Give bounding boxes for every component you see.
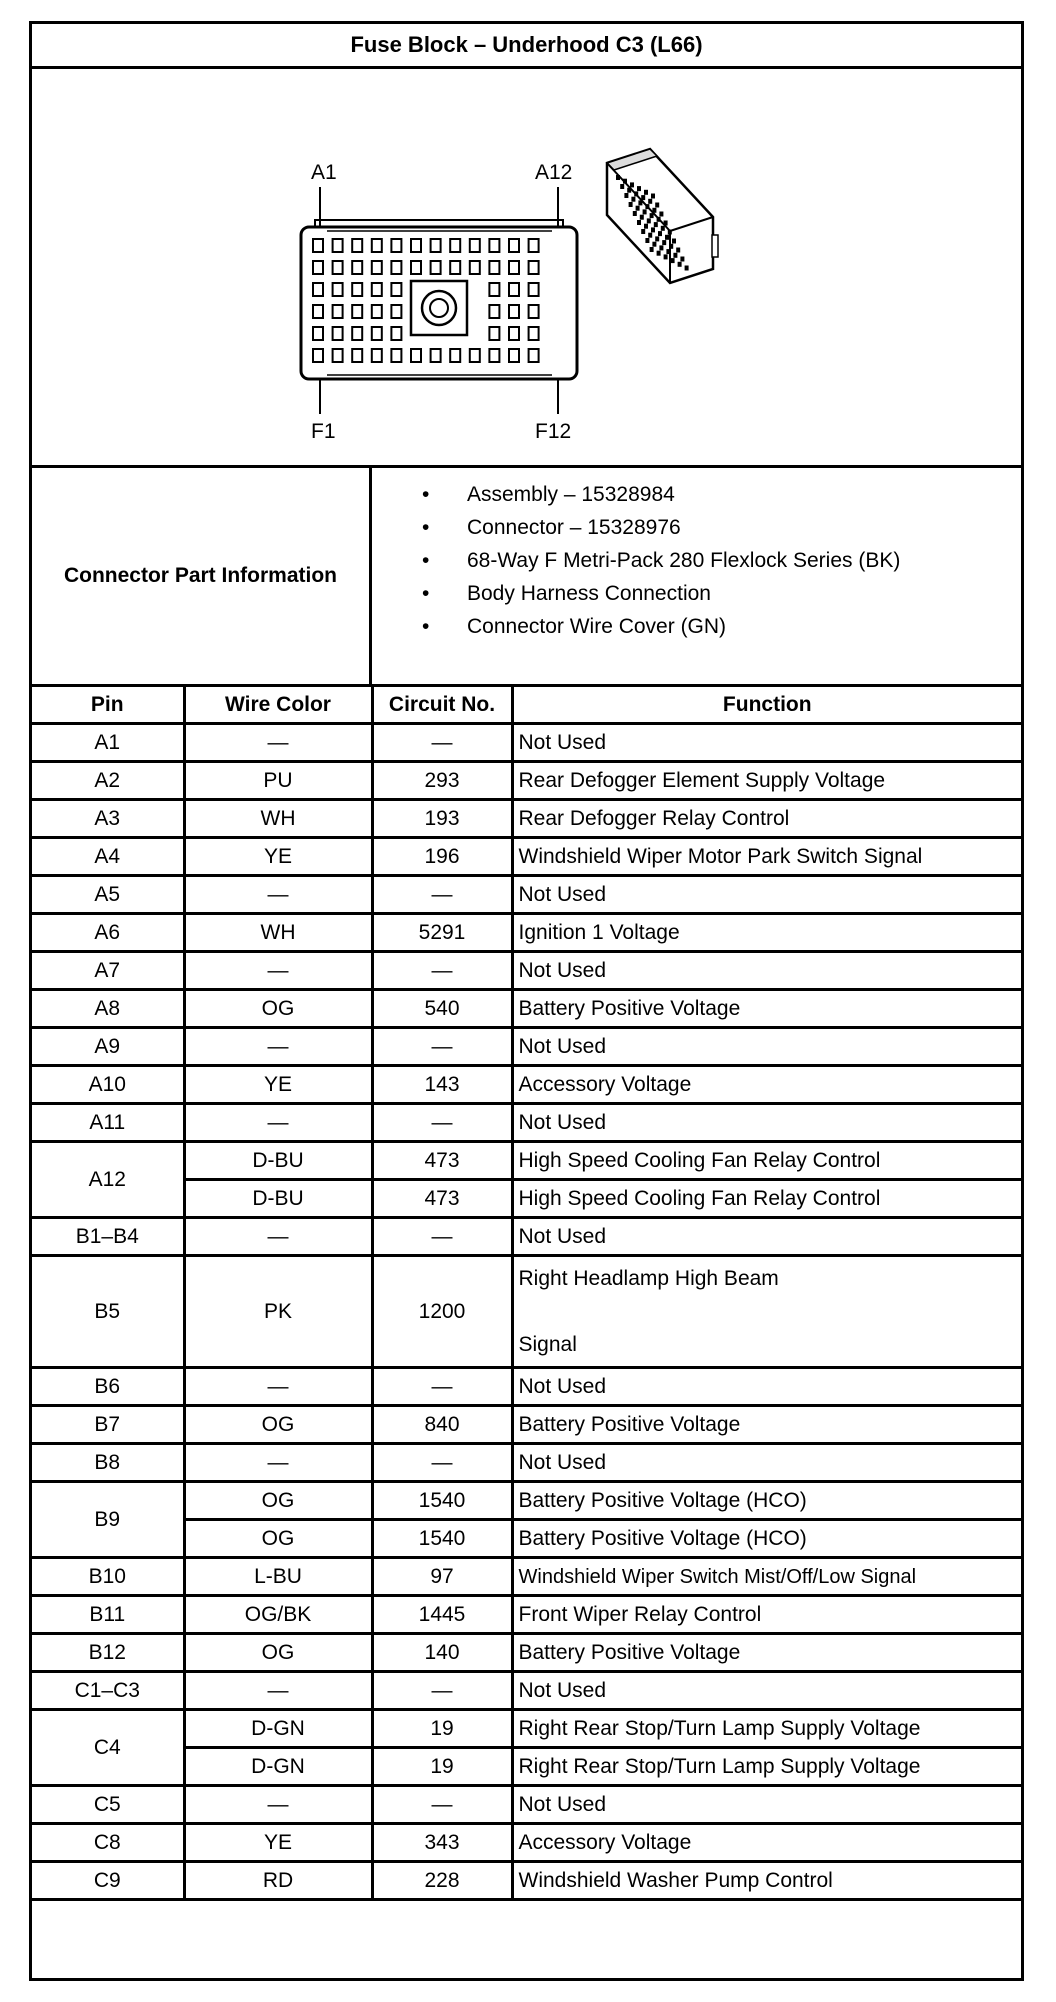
circuit-cell: —	[372, 1368, 512, 1406]
iso-cavity	[672, 239, 676, 244]
wire-color-cell: —	[184, 1218, 372, 1256]
terminal-cavity	[391, 327, 401, 340]
iso-cavity	[678, 262, 682, 267]
function-cell: Windshield Washer Pump Control	[512, 1862, 1021, 1900]
terminal-cavity	[391, 305, 401, 318]
wire-color-cell: —	[184, 1104, 372, 1142]
wire-color-cell: D-BU	[184, 1142, 372, 1180]
wire-color-cell: D-GN	[184, 1710, 372, 1748]
circuit-cell: 1445	[372, 1596, 512, 1634]
part-info-wire-cover: • Connector Wire Cover (GN)	[372, 610, 1021, 643]
wire-color-cell: YE	[184, 838, 372, 876]
function-cell: Not Used	[512, 1368, 1021, 1406]
terminal-cavity	[352, 349, 362, 362]
table-row	[32, 1710, 1021, 1748]
circuit-cell: 228	[372, 1862, 512, 1900]
iso-cavity	[623, 179, 627, 184]
pin-cell: B10	[32, 1558, 184, 1596]
header-wire-color: Wire Color	[184, 687, 372, 724]
iso-cavity	[644, 224, 648, 229]
iso-cavity	[629, 202, 633, 207]
iso-cavity	[616, 175, 620, 180]
pin-cell: B1–B4	[32, 1218, 184, 1256]
function-cell: Battery Positive Voltage	[512, 1406, 1021, 1444]
function-cell: Accessory Voltage	[512, 1066, 1021, 1104]
terminal-cavity	[313, 349, 323, 362]
terminal-cavity	[431, 239, 441, 252]
iso-cavity	[620, 184, 624, 189]
terminal-cavity	[372, 283, 382, 296]
pinout-table	[32, 687, 1021, 1901]
wire-color-cell: YE	[184, 1066, 372, 1104]
terminal-cavity	[352, 283, 362, 296]
function-cell: Not Used	[512, 952, 1021, 990]
terminal-cavity	[372, 261, 382, 274]
terminal-cavity	[313, 327, 323, 340]
header-pin: Pin	[32, 687, 184, 724]
wire-color-cell: D-GN	[184, 1748, 372, 1786]
table-row	[32, 1672, 1021, 1710]
terminal-cavity	[352, 261, 362, 274]
circuit-cell: 19	[372, 1748, 512, 1786]
function-cell: Accessory Voltage	[512, 1824, 1021, 1862]
terminal-cavity	[529, 239, 539, 252]
iso-cavity	[636, 206, 640, 211]
terminal-cavity	[352, 327, 362, 340]
iso-cavity	[665, 235, 669, 240]
terminal-cavity	[470, 239, 480, 252]
iso-cavity	[664, 254, 668, 259]
pin-cell: A4	[32, 838, 184, 876]
terminal-cavity	[529, 305, 539, 318]
function-cell: Not Used	[512, 1672, 1021, 1710]
iso-cavity	[657, 217, 661, 222]
function-cell: Right Rear Stop/Turn Lamp Supply Voltage	[512, 1748, 1021, 1786]
circuit-cell: —	[372, 1786, 512, 1824]
table-row	[32, 1596, 1021, 1634]
iso-cavity	[652, 242, 656, 247]
terminal-cavity	[431, 261, 441, 274]
circuit-cell: 840	[372, 1406, 512, 1444]
iso-cavity	[633, 211, 637, 216]
circuit-cell: 19	[372, 1710, 512, 1748]
wire-color-cell: —	[184, 1368, 372, 1406]
table-row	[32, 1142, 1021, 1180]
table-row	[32, 1104, 1021, 1142]
wire-color-cell: WH	[184, 800, 372, 838]
wire-color-cell: —	[184, 952, 372, 990]
iso-cavity	[638, 200, 642, 205]
wire-color-cell: PU	[184, 762, 372, 800]
wire-color-cell: —	[184, 1672, 372, 1710]
circuit-cell: —	[372, 724, 512, 762]
circuit-cell: —	[372, 876, 512, 914]
terminal-cavity	[509, 283, 519, 296]
function-cell: Not Used	[512, 1444, 1021, 1482]
terminal-cavity	[313, 283, 323, 296]
terminal-cavity	[470, 261, 480, 274]
table-row	[32, 1368, 1021, 1406]
pin-cell: C4	[32, 1710, 184, 1786]
circuit-cell: 196	[372, 838, 512, 876]
terminal-cavity	[391, 349, 401, 362]
table-row	[32, 800, 1021, 838]
wire-color-cell: —	[184, 876, 372, 914]
iso-cavity	[651, 194, 655, 199]
iso-cavity	[657, 251, 661, 256]
iso-cavity	[644, 190, 648, 195]
wire-color-cell: PK	[184, 1256, 372, 1368]
terminal-cavity	[489, 283, 499, 296]
pin-cell: A12	[32, 1142, 184, 1218]
iso-cavity	[651, 227, 655, 232]
table-row	[32, 1028, 1021, 1066]
pin-cell: B12	[32, 1634, 184, 1672]
pin-cell: C5	[32, 1786, 184, 1824]
wire-color-cell: OG	[184, 1520, 372, 1558]
function-cell: Not Used	[512, 1028, 1021, 1066]
iso-cavity	[641, 195, 645, 200]
iso-cavity	[671, 258, 675, 263]
circuit-cell: 1540	[372, 1482, 512, 1520]
function-cell: Battery Positive Voltage (HCO)	[512, 1520, 1021, 1558]
terminal-cavity	[391, 239, 401, 252]
iso-cavity	[669, 244, 673, 249]
label-a1: A1	[311, 161, 337, 184]
pin-cell: C8	[32, 1824, 184, 1862]
terminal-cavity	[411, 261, 421, 274]
pin-cell: A2	[32, 762, 184, 800]
terminal-cavity	[372, 327, 382, 340]
table-row	[32, 1406, 1021, 1444]
iso-cavity	[685, 266, 689, 271]
part-info-connector: • Connector – 15328976	[372, 511, 1021, 544]
table-row	[32, 1786, 1021, 1824]
function-cell: Not Used	[512, 1104, 1021, 1142]
header-function: Function	[512, 687, 1021, 724]
terminal-cavity	[450, 261, 460, 274]
iso-cavity	[666, 249, 670, 254]
terminal-cavity	[372, 349, 382, 362]
wire-color-cell: RD	[184, 1862, 372, 1900]
terminal-cavity	[509, 239, 519, 252]
function-cell	[512, 1256, 1021, 1368]
iso-cavity	[654, 222, 658, 227]
terminal-cavity	[431, 349, 441, 362]
part-info-harness: • Body Harness Connection	[372, 577, 1021, 610]
table-row	[32, 1482, 1021, 1520]
table-header-row	[32, 687, 1021, 724]
terminal-cavity	[509, 305, 519, 318]
wire-color-cell: L-BU	[184, 1558, 372, 1596]
iso-cavity	[647, 218, 651, 223]
terminal-cavity	[391, 283, 401, 296]
circuit-cell: 140	[372, 1634, 512, 1672]
pin-cell: C1–C3	[32, 1672, 184, 1710]
terminal-cavity	[313, 305, 323, 318]
iso-cavity	[634, 191, 638, 196]
terminal-cavity	[509, 261, 519, 274]
iso-cavity	[661, 226, 665, 231]
terminal-cavity	[489, 305, 499, 318]
pin-cell: B7	[32, 1406, 184, 1444]
table-row	[32, 1256, 1021, 1368]
circuit-cell: —	[372, 1104, 512, 1142]
iso-cavity	[652, 208, 656, 213]
terminal-cavity	[333, 261, 343, 274]
part-info-list	[372, 468, 1021, 684]
wire-color-cell: D-BU	[184, 1180, 372, 1218]
connector-face-diagram	[32, 69, 1021, 465]
center-latch	[411, 281, 467, 335]
pin-cell: A6	[32, 914, 184, 952]
wire-color-cell: —	[184, 724, 372, 762]
table-row	[32, 1558, 1021, 1596]
connector-figure	[32, 69, 1021, 468]
table-row	[32, 876, 1021, 914]
terminal-cavity	[333, 283, 343, 296]
iso-cavity	[673, 253, 677, 258]
circuit-cell: 473	[372, 1142, 512, 1180]
pin-cell: B11	[32, 1596, 184, 1634]
part-info-series: • 68-Way F Metri-Pack 280 Flexlock Series (BK)	[372, 544, 1021, 577]
wire-color-cell: —	[184, 1028, 372, 1066]
terminal-cavity	[313, 261, 323, 274]
table-row	[32, 952, 1021, 990]
terminal-cavity	[450, 239, 460, 252]
iso-cavity	[648, 199, 652, 204]
terminal-cavity	[509, 327, 519, 340]
function-cell: Battery Positive Voltage (HCO)	[512, 1482, 1021, 1520]
terminal-cavity	[489, 327, 499, 340]
wire-color-cell: OG	[184, 990, 372, 1028]
function-cell: High Speed Cooling Fan Relay Control	[512, 1142, 1021, 1180]
iso-cavity	[655, 236, 659, 241]
iso-cavity	[668, 230, 672, 235]
function-line-1: Right Headlamp High Beam	[518, 1267, 779, 1290]
terminal-cavity	[529, 283, 539, 296]
iso-cavity	[640, 215, 644, 220]
function-cell: Right Rear Stop/Turn Lamp Supply Voltage	[512, 1710, 1021, 1748]
pin-cell: A1	[32, 724, 184, 762]
table-row	[32, 724, 1021, 762]
iso-cavity	[664, 221, 668, 226]
terminal-cavity	[470, 349, 480, 362]
iso-cavity	[680, 257, 684, 262]
function-line-2: Signal	[518, 1332, 577, 1356]
pin-cell: A3	[32, 800, 184, 838]
terminal-cavity	[489, 349, 499, 362]
connector-isometric-icon	[607, 149, 718, 283]
iso-cavity	[637, 220, 641, 225]
function-cell: Battery Positive Voltage	[512, 990, 1021, 1028]
iso-cavity	[662, 240, 666, 245]
terminal-cavity	[509, 349, 519, 362]
pin-cell: A10	[32, 1066, 184, 1104]
terminal-cavity	[372, 239, 382, 252]
wire-color-cell: WH	[184, 914, 372, 952]
terminal-cavity	[352, 239, 362, 252]
function-cell: Not Used	[512, 876, 1021, 914]
pin-cell: B9	[32, 1482, 184, 1558]
iso-cavity	[645, 238, 649, 243]
connector-part-information	[32, 468, 1021, 687]
wire-color-cell: OG	[184, 1406, 372, 1444]
function-cell: Rear Defogger Relay Control	[512, 800, 1021, 838]
table-row	[32, 1218, 1021, 1256]
terminal-cavity	[411, 239, 421, 252]
pin-cell: B5	[32, 1256, 184, 1368]
iso-cavity	[676, 248, 680, 253]
circuit-cell: 5291	[372, 914, 512, 952]
pin-cell: A7	[32, 952, 184, 990]
pin-cell: A5	[32, 876, 184, 914]
circuit-cell: 143	[372, 1066, 512, 1104]
function-cell: Ignition 1 Voltage	[512, 914, 1021, 952]
circuit-cell: 540	[372, 990, 512, 1028]
function-cell: Not Used	[512, 1786, 1021, 1824]
terminal-cavity	[313, 239, 323, 252]
circuit-cell: —	[372, 1028, 512, 1066]
pin-cell: B8	[32, 1444, 184, 1482]
table-row	[32, 990, 1021, 1028]
wire-color-cell: OG/BK	[184, 1596, 372, 1634]
iso-cavity	[643, 209, 647, 214]
table-row	[32, 1824, 1021, 1862]
iso-cavity	[637, 186, 641, 191]
wire-color-cell: YE	[184, 1824, 372, 1862]
pin-cell: A11	[32, 1104, 184, 1142]
pin-cell: A9	[32, 1028, 184, 1066]
iso-cavity	[650, 213, 654, 218]
terminal-cavity	[391, 261, 401, 274]
function-cell: High Speed Cooling Fan Relay Control	[512, 1180, 1021, 1218]
iso-cavity	[624, 193, 628, 198]
terminal-cavity	[450, 349, 460, 362]
part-info-assembly: • Assembly – 15328984	[372, 478, 1021, 511]
iso-cavity	[627, 188, 631, 193]
iso-cavity	[659, 245, 663, 250]
table-row	[32, 1066, 1021, 1104]
table-row	[32, 838, 1021, 876]
terminal-cavity	[333, 327, 343, 340]
circuit-cell: 97	[372, 1558, 512, 1596]
wire-color-cell: —	[184, 1786, 372, 1824]
iso-cavity	[641, 229, 645, 234]
part-info-label: Connector Part Information	[32, 468, 372, 684]
function-cell: Windshield Wiper Switch Mist/Off/Low Signal	[512, 1558, 1021, 1596]
pin-cell: B6	[32, 1368, 184, 1406]
terminal-cavity	[333, 305, 343, 318]
function-cell: Front Wiper Relay Control	[512, 1596, 1021, 1634]
terminal-cavity	[489, 261, 499, 274]
circuit-cell: 293	[372, 762, 512, 800]
iso-cavity	[630, 182, 634, 187]
table-row	[32, 1634, 1021, 1672]
table-row	[32, 762, 1021, 800]
function-cell: Not Used	[512, 724, 1021, 762]
label-f1: F1	[311, 420, 336, 443]
terminal-cavity	[529, 261, 539, 274]
function-cell: Not Used	[512, 1218, 1021, 1256]
iso-cavity	[648, 233, 652, 238]
table-row	[32, 1444, 1021, 1482]
iso-cavity	[658, 231, 662, 236]
wire-color-cell: —	[184, 1444, 372, 1482]
circuit-cell: —	[372, 952, 512, 990]
terminal-cavity	[489, 239, 499, 252]
terminal-cavity	[529, 349, 539, 362]
iso-cavity	[645, 204, 649, 209]
pin-cell: A8	[32, 990, 184, 1028]
circuit-cell: 473	[372, 1180, 512, 1218]
terminal-cavity	[333, 349, 343, 362]
iso-cavity	[655, 203, 659, 208]
wire-color-cell: OG	[184, 1634, 372, 1672]
circuit-cell: 1540	[372, 1520, 512, 1558]
function-cell: Rear Defogger Element Supply Voltage	[512, 762, 1021, 800]
circuit-cell: —	[372, 1218, 512, 1256]
circuit-cell: 193	[372, 800, 512, 838]
terminal-cavity	[352, 305, 362, 318]
terminal-cavity	[411, 349, 421, 362]
table-row	[32, 1862, 1021, 1900]
connector-sheet	[29, 21, 1024, 1981]
iso-cavity	[659, 212, 663, 217]
wire-color-cell: OG	[184, 1482, 372, 1520]
iso-cavity	[631, 197, 635, 202]
label-f12: F12	[535, 420, 572, 443]
table-row	[32, 914, 1021, 952]
terminal-cavity	[372, 305, 382, 318]
circuit-cell: 1200	[372, 1256, 512, 1368]
page-title: Fuse Block – Underhood C3 (L66)	[32, 24, 1021, 69]
label-a12: A12	[535, 161, 573, 184]
iso-cavity	[650, 247, 654, 252]
pin-cell: C9	[32, 1862, 184, 1900]
terminal-cavity	[333, 239, 343, 252]
function-cell: Windshield Wiper Motor Park Switch Signal	[512, 838, 1021, 876]
header-circuit-no: Circuit No.	[372, 687, 512, 724]
circuit-cell: —	[372, 1672, 512, 1710]
circuit-cell: —	[372, 1444, 512, 1482]
function-cell: Battery Positive Voltage	[512, 1634, 1021, 1672]
terminal-cavity	[529, 327, 539, 340]
circuit-cell: 343	[372, 1824, 512, 1862]
